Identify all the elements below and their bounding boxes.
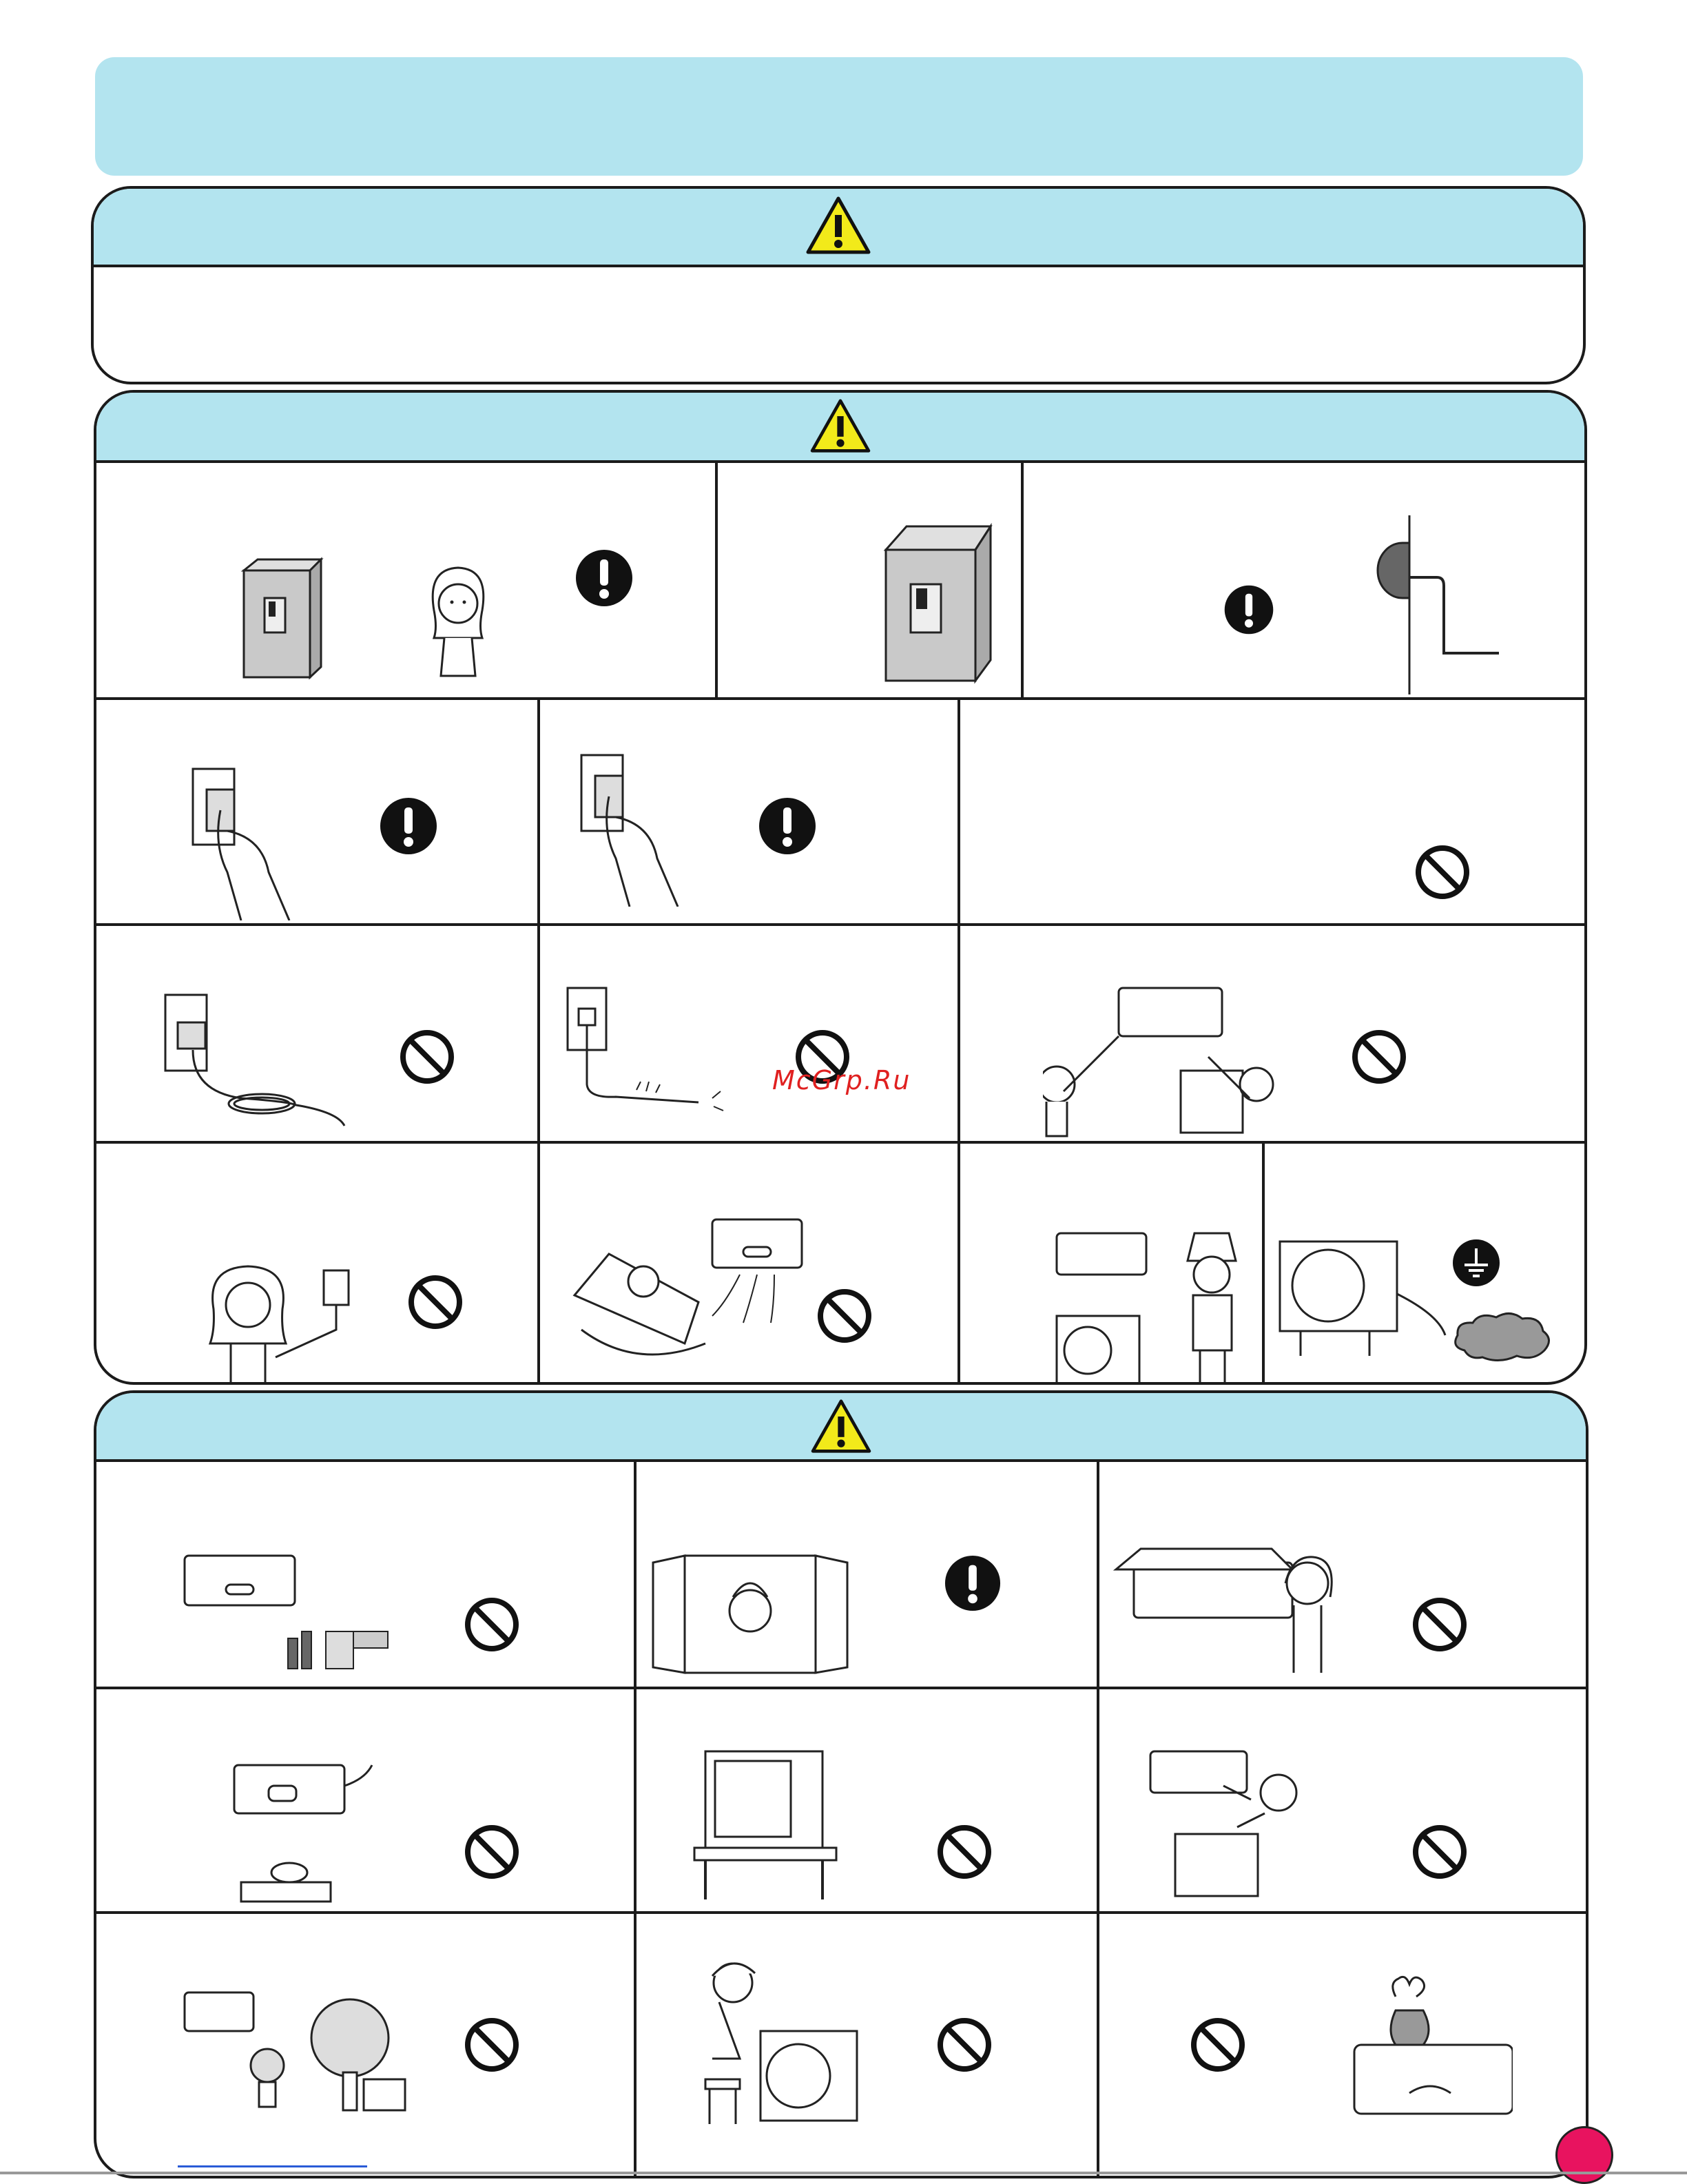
prohibited-icon: [464, 1597, 519, 1652]
girl-at-unit-illustration: [1113, 1542, 1347, 1680]
warning-cell-breaker-large: [715, 460, 1021, 697]
title-banner: [95, 57, 1583, 176]
unit-on-broken-stand-illustration: [692, 1744, 843, 1903]
caution-cell-objects-on-unit: [1097, 1911, 1588, 2178]
section-header: [94, 189, 1583, 267]
warning-cell-wet-hands: [96, 1141, 537, 1385]
baby-cradle-airflow-illustration: [568, 1213, 843, 1364]
person-repairing-unit-illustration: [1050, 1219, 1263, 1385]
footer-link[interactable]: [178, 2165, 367, 2167]
warning-cell-baby-airflow: [537, 1141, 958, 1385]
caution-cell-climbing: [634, 1911, 1097, 2178]
section-header: [96, 1393, 1586, 1462]
caution-cell-open-grille: [1097, 1459, 1588, 1687]
mandatory-icon: [758, 796, 817, 856]
section-header: [96, 393, 1584, 463]
mandatory-icon: [379, 796, 438, 856]
prohibited-icon: [937, 1824, 992, 1879]
warning-triangle-icon: [810, 1399, 872, 1454]
caution-cell-weak-stand: [634, 1687, 1097, 1911]
prohibited-icon: [817, 1288, 872, 1343]
footer-divider: [0, 2172, 1687, 2174]
caution-cell-water-spray: [1097, 1687, 1588, 1911]
unit-over-plants-illustration: [178, 1983, 412, 2114]
warning-notice-section: [91, 186, 1586, 384]
caution-cell-food-storage: [96, 1459, 634, 1687]
girl-touching-outlet-illustration: [200, 1261, 358, 1385]
warning-cell-wall-pipe: [1021, 460, 1587, 697]
page-number-dot: [1555, 2126, 1613, 2184]
wall-pipe-illustration: [1368, 508, 1506, 694]
prohibited-icon: [1352, 1029, 1407, 1084]
watermark-text: McGrp.Ru: [772, 1065, 911, 1095]
warning-cell-self-repair: [958, 1141, 1262, 1385]
spraying-water-illustration: [1148, 1744, 1327, 1903]
warning-cell-children-poking: [958, 923, 1587, 1141]
unit-over-stove-illustration: [214, 1751, 393, 1910]
warning-cell-plug-in-2: [537, 697, 958, 923]
prohibited-icon: [1415, 845, 1470, 900]
girl-on-phone-illustration: [413, 562, 503, 679]
caution-cell-ventilate: [634, 1459, 1097, 1687]
outdoor-unit-ground-illustration: [1273, 1232, 1452, 1370]
ground-icon: [1452, 1239, 1500, 1287]
caution-cell-stove: [96, 1687, 634, 1911]
prohibited-icon: [937, 2017, 992, 2072]
children-poking-unit-illustration: [1043, 981, 1277, 1140]
prohibited-icon: [464, 1824, 519, 1879]
mandatory-icon: [575, 548, 634, 608]
prohibited-icon: [408, 1275, 463, 1330]
bundled-cord-illustration: [158, 988, 351, 1133]
warning-cell-plug-in: [96, 697, 537, 923]
warning-cell-text-only: [958, 697, 1587, 923]
warnings-section: [94, 390, 1587, 1385]
mandatory-icon: [944, 1554, 1002, 1612]
cautions-section: [94, 1390, 1588, 2178]
vase-on-unit-illustration: [1347, 1969, 1513, 2134]
hand-plug-illustration: [186, 762, 303, 920]
damaged-cord-illustration: [561, 981, 740, 1119]
unit-over-food-illustration: [178, 1542, 412, 1680]
warning-cell-damaged-cord: [537, 923, 958, 1141]
warning-cell-cord-bundle: [96, 923, 537, 1141]
smoke-cloud-icon: [1451, 1309, 1554, 1364]
prohibited-icon: [1412, 1597, 1467, 1652]
hand-plug-illustration: [575, 748, 692, 907]
child-climbing-unit-illustration: [692, 1955, 871, 2128]
warning-cell-grounding: [1262, 1141, 1587, 1385]
circuit-breaker-icon: [241, 557, 324, 681]
caution-cell-plants: [96, 1911, 634, 2178]
prohibited-icon: [464, 2017, 519, 2072]
circuit-breaker-icon: [883, 522, 993, 688]
warning-triangle-icon: [809, 398, 871, 453]
prohibited-icon: [1190, 2017, 1245, 2072]
mandatory-icon: [1223, 584, 1274, 635]
prohibited-icon: [400, 1029, 455, 1084]
prohibited-icon: [1412, 1824, 1467, 1879]
warning-triangle-icon: [805, 196, 871, 255]
open-window-illustration: [650, 1549, 850, 1680]
warning-cell-breaker: [96, 460, 715, 697]
